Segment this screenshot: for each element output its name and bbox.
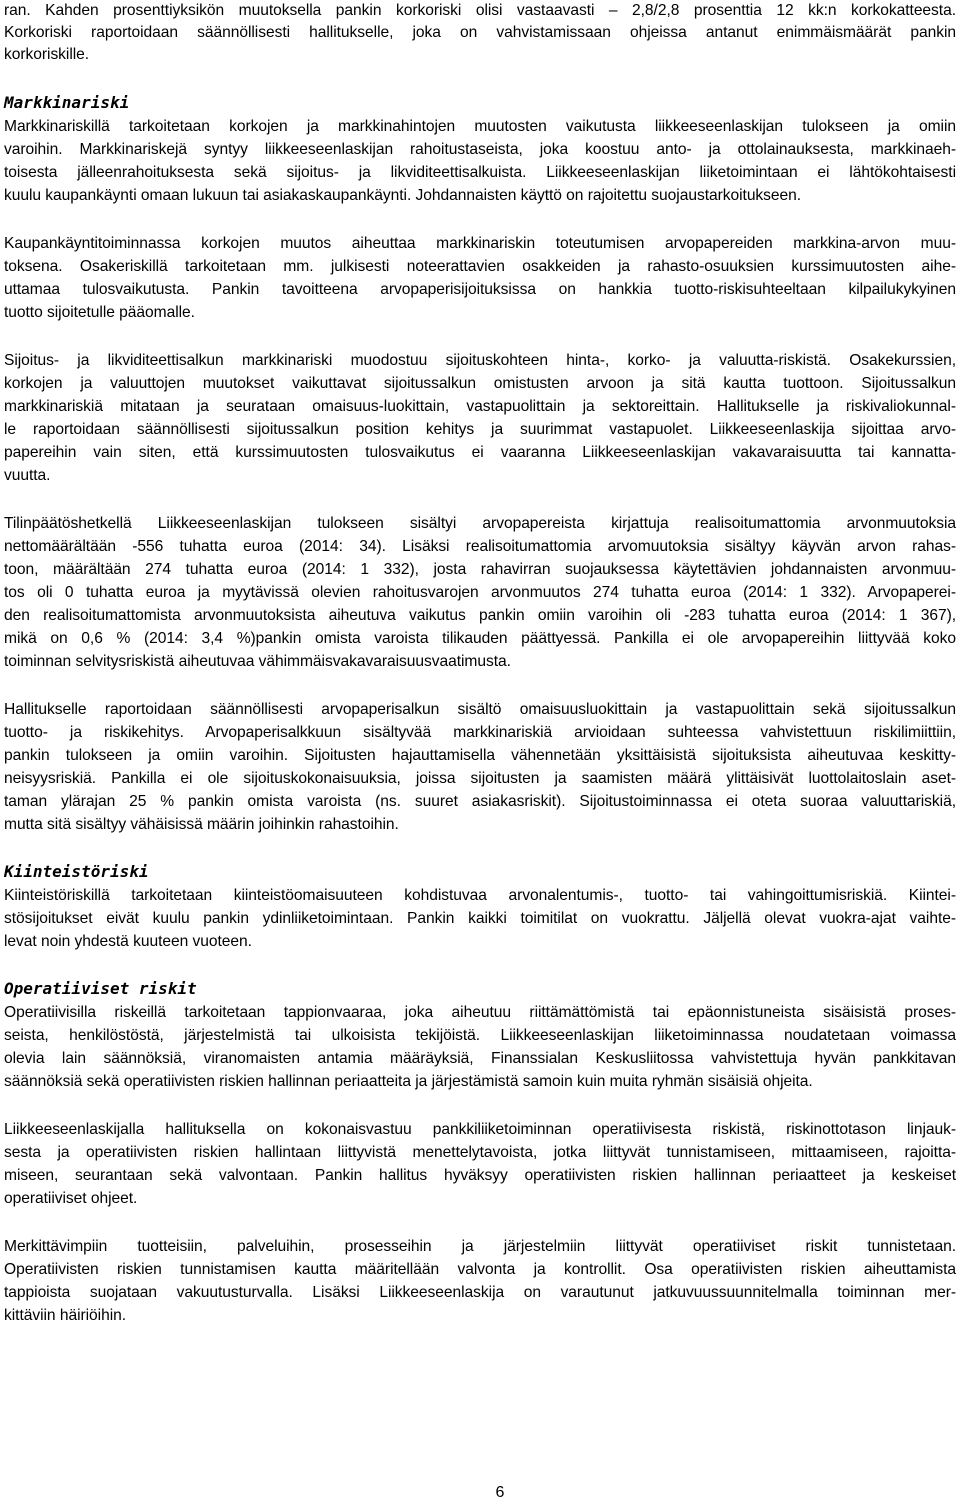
text-line: taman ylärajan 25 % pankin omista varoista (ns. suuret asiakasriskit). Sijoitustoiminnassa ei oteta suoraa valuuttariskiä,	[4, 793, 956, 810]
text-line: miseen, seurantaan sekä valvontaan. Pankin hallitus hyväksyy operatiivisten riskien hallinnan periaatteet ja keskeiset	[4, 1167, 956, 1184]
text-line: säännöksiä sekä operatiivisten riskien hallinnan periaatteita ja järjestämistä samoin kuin muita ryhmän sisäisiä ohjeita.	[4, 1073, 813, 1090]
text-line: Kiinteistöriskillä tarkoitetaan kiinteistöomaisuuteen kohdistuvaa arvonalentumis-, tuotto- tai vahingoittumisriskiä. Kiintei-	[4, 887, 956, 904]
section-heading-operatiiviset-riskit: Operatiiviset riskit	[4, 979, 197, 998]
text-line: Hallitukselle raportoidaan säännöllisesti arvopaperisalkun sisältö omaisuusluokittain ja vastapuolittain sekä sijoitussalkun	[4, 701, 956, 718]
text-line: korkojen ja valuuttojen muutokset vaikuttavat sijoitussalkun omistusten arvoon ja sitä kautta tuottoon. Sijoitussalkun	[4, 375, 956, 392]
text-line: toon, määrältään 274 tuhatta euroa (2014: 1 332), josta rahavirran suojauksessa käytettävien johdannaisten arvonmuu-	[4, 561, 956, 578]
text-line: stösijoitukset eivät kuulu pankin ydinliiketoimintaan. Pankin kaikki toimitilat on vuokrattu. Jäljellä olevat vuokra-ajat vaihte-	[4, 910, 956, 927]
text-line: Operatiivisten riskien tunnistamisen kautta määritellään valvonta ja kontrollit. Osa operatiivisten riskien aiheuttamista	[4, 1261, 956, 1278]
text-line: tos oli 0 tuhatta euroa ja myytävissä olevien rahoitusvarojen arvonmuutos 274 tuhatta euroa (2014: 1 332). Arvopaperei-	[4, 584, 956, 601]
text-line: sesta ja operatiivisten riskien hallintaan liittyvistä menettelytavoista, jotka liittyvät tunnistamiseen, mittaamiseen, rajoitta-	[4, 1144, 956, 1161]
text-line: ran. Kahden prosenttiyksikön muutoksella pankin korkoriski olisi vastaavasti – 2,8/2,8 prosenttia 12 kk:n korkokatteesta.	[4, 2, 956, 19]
text-line: Tilinpäätöshetkellä Liikkeeseenlaskijan tulokseen sisältyi arvopapereista kirjattuja realisoitumattomia arvonmuutoksia	[4, 515, 956, 532]
text-line: Korkoriski raportoidaan säännöllisesti hallitukselle, joka on vahvistamissaan ohjeissa antanut enimmäismäärät pankin	[4, 24, 956, 41]
text-line: korkoriskille.	[4, 46, 90, 63]
text-line: operatiiviset ohjeet.	[4, 1190, 138, 1207]
text-line: Sijoitus- ja likviditeettisalkun markkinariski muodostuu sijoituskohteen hinta-, korko- ja valuutta-riskistä. Osakekurssien,	[4, 352, 956, 369]
text-line: Markkinariskillä tarkoitetaan korkojen ja markkinahintojen muutosten vaikutusta liikkeeseenlaskijan tulokseen ja omiin	[4, 118, 956, 135]
text-line: levat noin yhdestä kuuteen vuoteen.	[4, 933, 252, 950]
text-line: toksena. Osakeriskillä tarkoitetaan mm. julkisesti noteerattavien osakkeiden ja rahasto-osuuksien kurssimuutosten aihe-	[4, 258, 956, 275]
text-line: nettomäärältään -556 tuhatta euroa (2014: 34). Lisäksi realisoitumattomia arvomuutoksia sisältyy käyvän arvon rahas-	[4, 538, 956, 555]
text-line: le raportoidaan säännöllisesti sijoitussalkun position kehitys ja suurimmat vastapuolet. Liikkeeseenlaskija sijoittaa arvo-	[4, 421, 956, 438]
text-line: tuotto- ja riskikehitys. Arvopaperisalkkuun sisältyvää markkinariskiä arvioidaan suhteessa vahvistettuun riskilimiittiin,	[4, 724, 956, 741]
section-heading-kiinteistoriski: Kiinteistöriski	[4, 862, 149, 881]
text-line: den realisoitumattomista arvonmuutoksista aiheutuva vaikutus pankin omiin varoihin oli -283 tuhatta euroa (2014: 1 367),	[4, 607, 956, 624]
text-line: kittäviin häiriöihin.	[4, 1307, 127, 1324]
text-line: seista, henkilöstöstä, järjestelmistä tai ulkoisista tekijöistä. Liikkeeseenlaskijan liiketoiminnassa noudatetaan voimassa	[4, 1027, 956, 1044]
text-line: toisesta jälleenrahoituksesta sekä sijoitus- ja likviditeettisalkuista. Liikkeeseenlaskijan liiketoimintaan ei lähtökohtaisesti	[4, 164, 956, 181]
text-line: neisyysriskiä. Pankilla ei ole sijoituskokonaisuuksia, joissa sijoitusten ja saamisten määrä ylittäisivät luottolaitoslain aset-	[4, 770, 956, 787]
text-line: tuotto sijoitetulle pääomalle.	[4, 304, 195, 321]
text-line: mutta sitä sisältyy vähäisissä määrin joihinkin rahastoihin.	[4, 816, 399, 833]
text-line: markkinariskiä mitataan ja seurataan omaisuus-luokittain, vastapuolittain ja sektoreittain. Hallitukselle ja riskivaliokunnal-	[4, 398, 956, 415]
text-line: mikä on 0,6 % (2014: 3,4 %)pankin omista varoista tilikauden päättyessä. Pankilla ei ole arvopapereihin liittyvää koko	[4, 630, 956, 647]
text-line: pankin tulokseen ja omiin varoihin. Sijoitusten hajauttamisella vähennetään yksittäisistä sijoituksista aiheutuvaa keskitty-	[4, 747, 956, 764]
text-line: toiminnan selvitysriskistä aiheutuvaa vähimmäisvakavaraisuusvaatimusta.	[4, 653, 511, 670]
text-line: kuulu kaupankäynti omaan lukuun tai asiakaskaupankäynti. Johdannaisten käyttö on rajoitettu suojaustarkoitukseen.	[4, 187, 802, 204]
text-line: Operatiivisilla riskeillä tarkoitetaan tappionvaaraa, joka aiheutuu riittämättömistä tai epäonnistuneista sisäisistä proses-	[4, 1004, 956, 1021]
text-line: Merkittävimpiin tuotteisiin, palveluihin, prosesseihin ja järjestelmiin liittyvät operatiiviset riskit tunnistetaan.	[4, 1238, 956, 1255]
text-line: uttamaa tulosvaikutusta. Pankin tavoitteena arvopaperisijoituksissa on hankkia tuotto-riskisuhteeltaan kilpailukykyinen	[4, 281, 956, 298]
text-line: vuutta.	[4, 467, 51, 484]
text-line: varoihin. Markkinariskejä syntyy liikkeeseenlaskijan rahoitustaseista, joka koostuu anto- ja ottolainauksesta, markkinaeh-	[4, 141, 956, 158]
text-line: Liikkeeseenlaskijalla hallituksella on kokonaisvastuu pankkiliiketoiminnan operatiivisesta riskistä, riskinottotason linjauk-	[4, 1121, 956, 1138]
section-heading-markkinariski: Markkinariski	[4, 93, 130, 112]
text-line: Kaupankäyntitoiminnassa korkojen muutos aiheuttaa markkinariskin toteutumisen arvopapereiden markkina-arvon muu-	[4, 235, 956, 252]
text-line: tappioista suojataan vakuutusturvalla. Lisäksi Liikkeeseenlaskija on varautunut jatkuvuussuunnitelmalla toiminnan mer-	[4, 1284, 956, 1301]
text-line: papereihin vain siten, että kurssimuutosten tulosvaikutus ei vaaranna Liikkeeseenlaskijan vakavaraisuutta tai kannatta-	[4, 444, 956, 461]
page-number: 6	[495, 1484, 505, 1501]
text-line: olevia lain säännöksiä, viranomaisten antamia määräyksiä, Finanssialan Keskusliitossa vahvistettuja hyvän pankkitavan	[4, 1050, 956, 1067]
